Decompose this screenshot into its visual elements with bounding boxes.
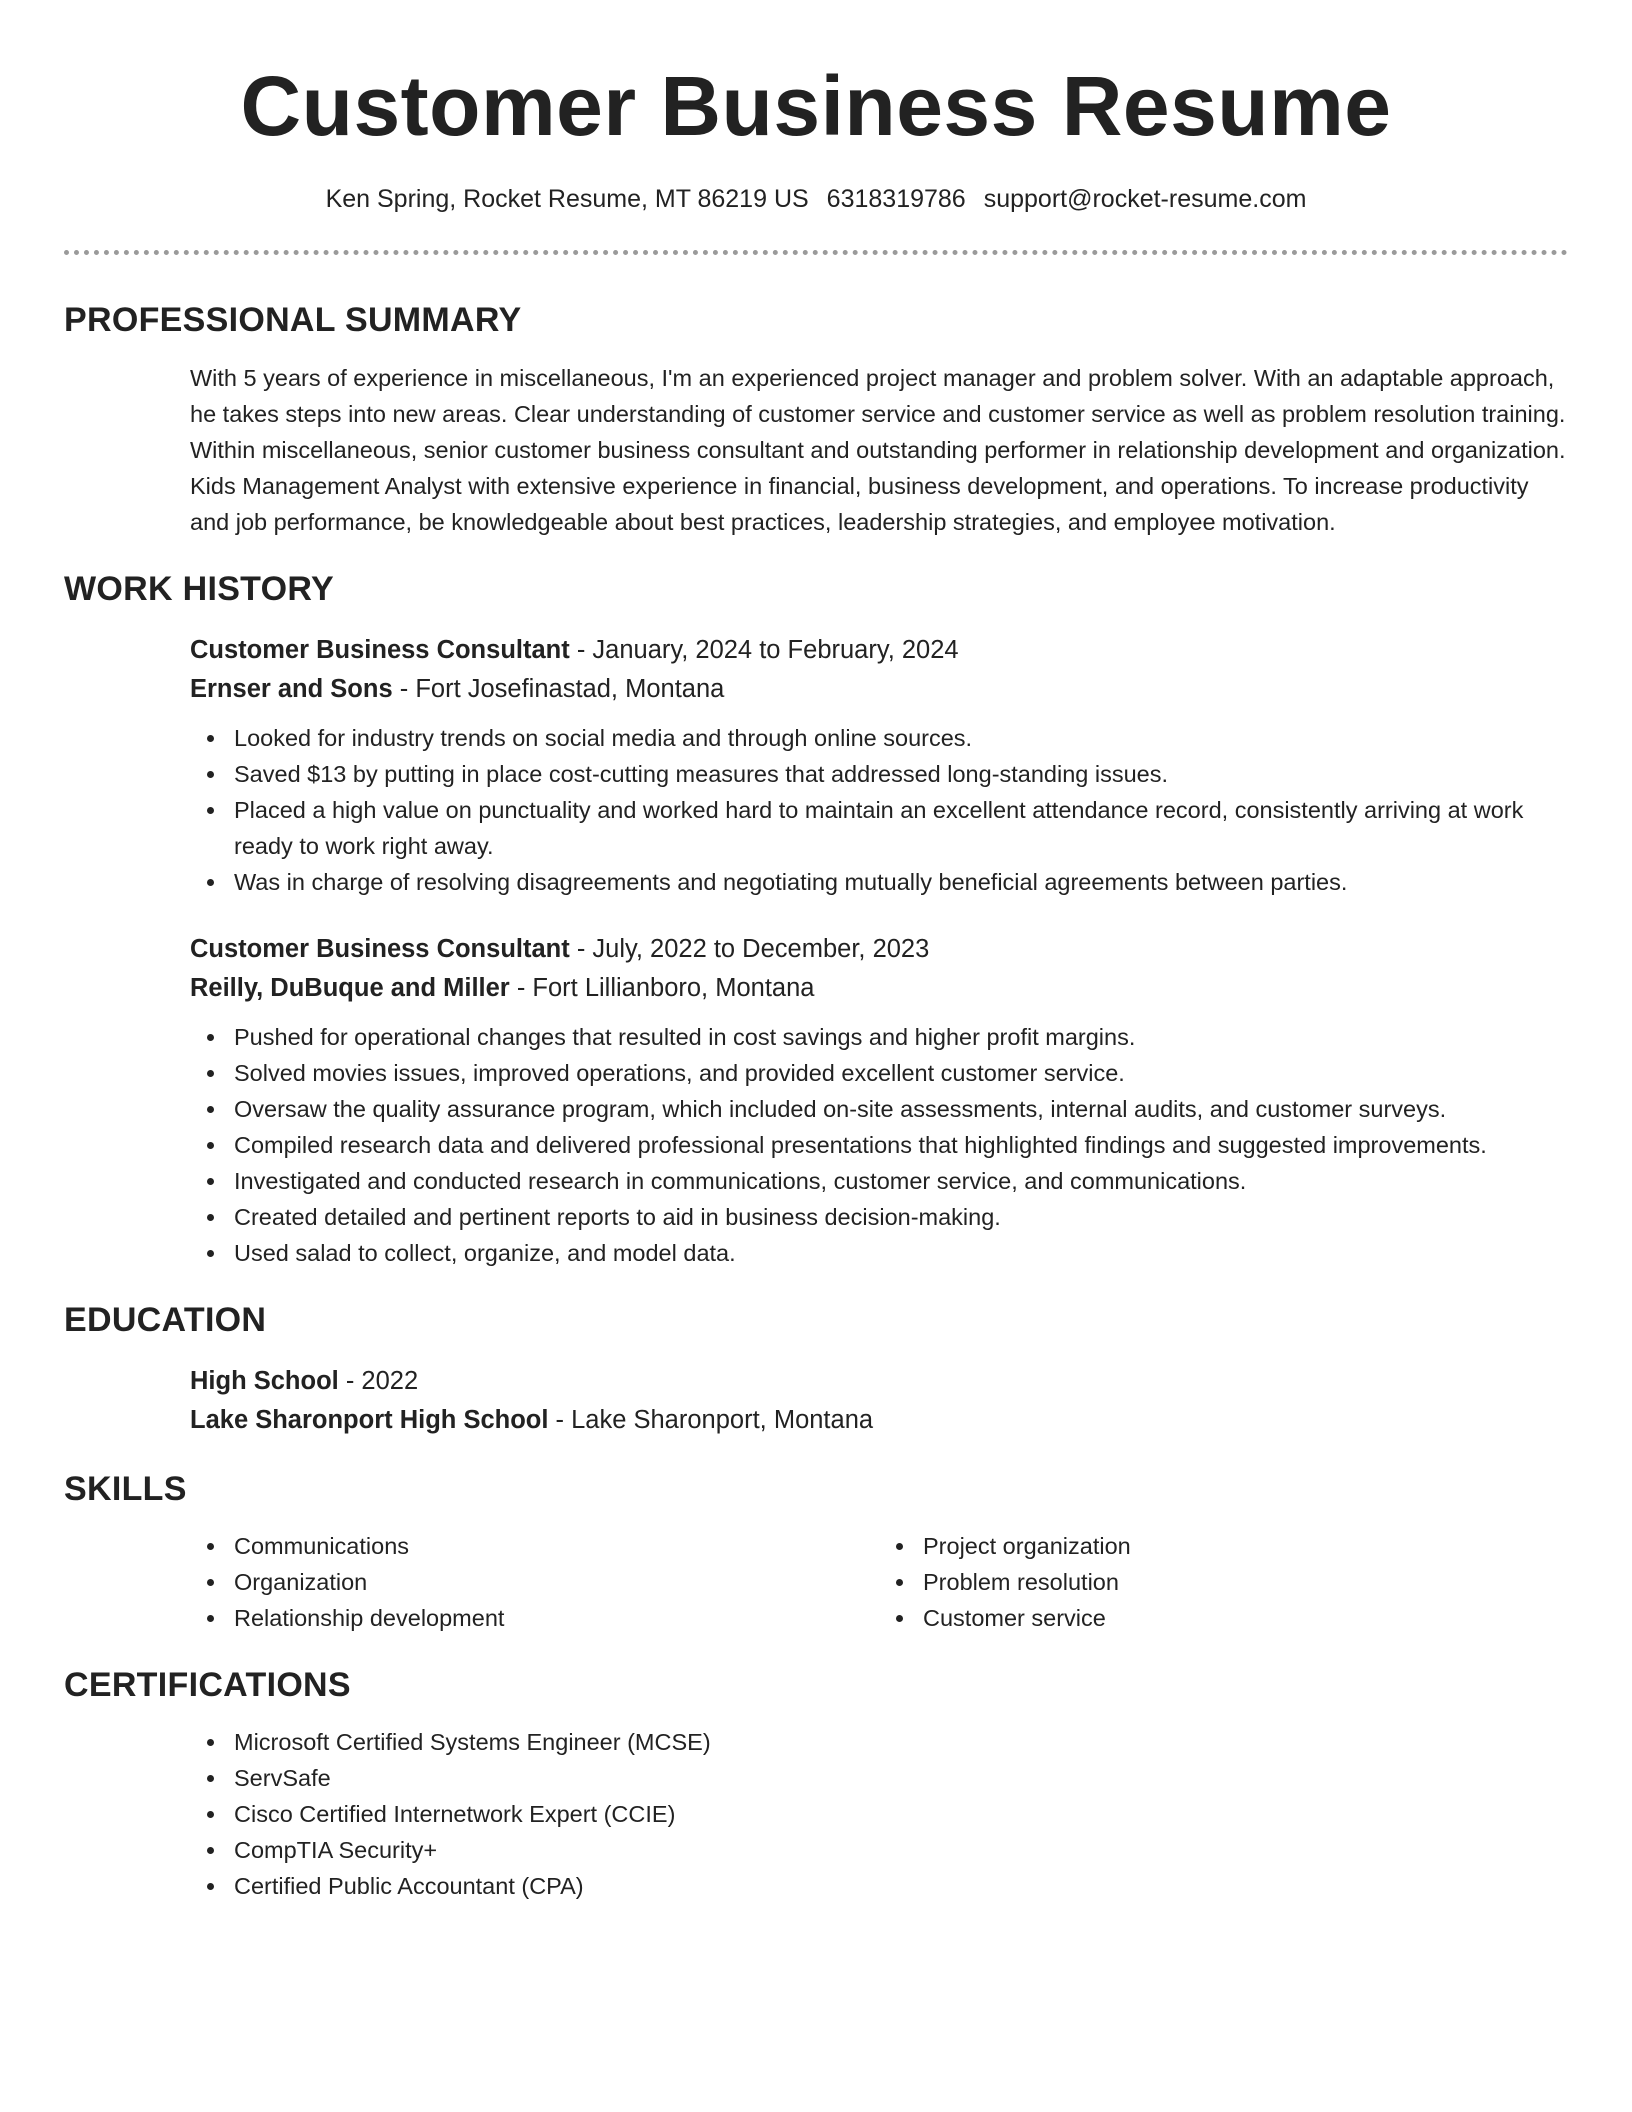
skills-heading: SKILLS: [64, 1470, 187, 1508]
certifications-body: [190, 1724, 1568, 1904]
resume-title: Customer Business Resume: [240, 59, 1392, 153]
certification-item: ServSafe: [234, 1760, 1568, 1796]
education-year: - 2022: [338, 1367, 419, 1395]
certification-item: Certified Public Accountant (CPA): [234, 1868, 1568, 1904]
job-company-line: [190, 969, 1568, 1008]
job-bullet: Used salad to collect, organize, and model data.: [234, 1235, 1568, 1271]
job-company: Reilly, DuBuque and Miller: [190, 974, 510, 1002]
skill-item: Problem resolution: [923, 1564, 1568, 1600]
education-location: - Lake Sharonport, Montana: [548, 1406, 874, 1434]
job-bullet: Investigated and conducted research in communications, customer service, and communications.: [234, 1163, 1568, 1199]
certification-item: Microsoft Certified Systems Engineer (MCSE): [234, 1724, 1568, 1760]
certifications-heading: CERTIFICATIONS: [64, 1666, 351, 1704]
education-body: [190, 1362, 1568, 1440]
job-bullet: Created detailed and pertinent reports to aid in business decision-making.: [234, 1199, 1568, 1235]
summary-section: [64, 299, 1568, 540]
skills-section: [64, 1468, 1568, 1636]
job-title-line: [190, 930, 1568, 969]
certification-item: Cisco Certified Internetwork Expert (CCIE): [234, 1796, 1568, 1832]
job-bullet: Solved movies issues, improved operations, and provided excellent customer service.: [234, 1055, 1568, 1091]
education-school: Lake Sharonport High School: [190, 1406, 549, 1434]
resume-page: [64, 0, 1568, 1904]
work-history-heading: WORK HISTORY: [64, 570, 334, 608]
certifications-list: [190, 1724, 1568, 1904]
job-dates: - July, 2022 to December, 2023: [569, 935, 930, 963]
certifications-section: [64, 1664, 1568, 1904]
job-bullet: Looked for industry trends on social media and through online sources.: [234, 720, 1568, 756]
job-bullet: Oversaw the quality assurance program, which included on-site assessments, internal audits, and customer surveys.: [234, 1091, 1568, 1127]
job-entry: [190, 631, 1568, 900]
skills-left-column: [190, 1528, 879, 1636]
job-company-line: [190, 670, 1568, 709]
job-bullet: Pushed for operational changes that resulted in cost savings and higher profit margins.: [234, 1019, 1568, 1055]
contact-line: [64, 182, 1568, 216]
contact-email: support@rocket-resume.com: [983, 185, 1307, 213]
education-section: [64, 1299, 1568, 1440]
contact-address: Ken Spring, Rocket Resume, MT 86219 US: [325, 185, 809, 213]
education-degree-line: [190, 1362, 1568, 1401]
header-divider: [64, 250, 1568, 255]
skills-grid: [190, 1528, 1568, 1636]
work-history-section: [64, 568, 1568, 1271]
skill-item: Project organization: [923, 1528, 1568, 1564]
job-location: - Fort Josefinastad, Montana: [392, 675, 725, 703]
summary-text: With 5 years of experience in miscellaneous, I'm an experienced project manager and problem solver. With an adaptable approach, he takes steps into new areas. Clear understanding of customer service and customer service as well as problem resolution training. Within miscellaneous, senior customer business consultant and outstanding performer in relationship development and organization. Kids Management Analyst with extensive experience in financial, business development, and operations. To increase productivity and job performance, be knowledgeable about best practices, leadership strategies, and employee motivation.: [190, 365, 1566, 535]
job-bullet: Compiled research data and delivered professional presentations that highlighted findings and suggested improvements.: [234, 1127, 1568, 1163]
job-title: Customer Business Consultant: [190, 935, 570, 963]
education-degree: High School: [190, 1367, 339, 1395]
skill-item: Relationship development: [234, 1600, 879, 1636]
skill-item: Organization: [234, 1564, 879, 1600]
job-title-line: [190, 631, 1568, 670]
job-bullet: Saved $13 by putting in place cost-cutting measures that addressed long-standing issues.: [234, 756, 1568, 792]
work-history-body: [190, 631, 1568, 1271]
job-dates: - January, 2024 to February, 2024: [569, 636, 959, 664]
skill-item: Customer service: [923, 1600, 1568, 1636]
skill-item: Communications: [234, 1528, 879, 1564]
education-heading: EDUCATION: [64, 1301, 267, 1339]
job-entry: [190, 930, 1568, 1271]
job-title: Customer Business Consultant: [190, 636, 570, 664]
contact-phone: 6318319786: [826, 185, 966, 213]
job-bullets: [190, 720, 1568, 900]
skills-right-column: [879, 1528, 1568, 1636]
summary-heading: PROFESSIONAL SUMMARY: [64, 301, 522, 339]
job-bullet: Was in charge of resolving disagreements and negotiating mutually beneficial agreements between parties.: [234, 864, 1568, 900]
summary-body: [190, 360, 1568, 540]
certification-item: CompTIA Security+: [234, 1832, 1568, 1868]
job-location: - Fort Lillianboro, Montana: [509, 974, 815, 1002]
education-school-line: [190, 1401, 1568, 1440]
job-bullets: [190, 1019, 1568, 1271]
job-bullet: Placed a high value on punctuality and worked hard to maintain an excellent attendance record, consistently arriving at work ready to work right away.: [234, 792, 1568, 864]
job-company: Ernser and Sons: [190, 675, 393, 703]
